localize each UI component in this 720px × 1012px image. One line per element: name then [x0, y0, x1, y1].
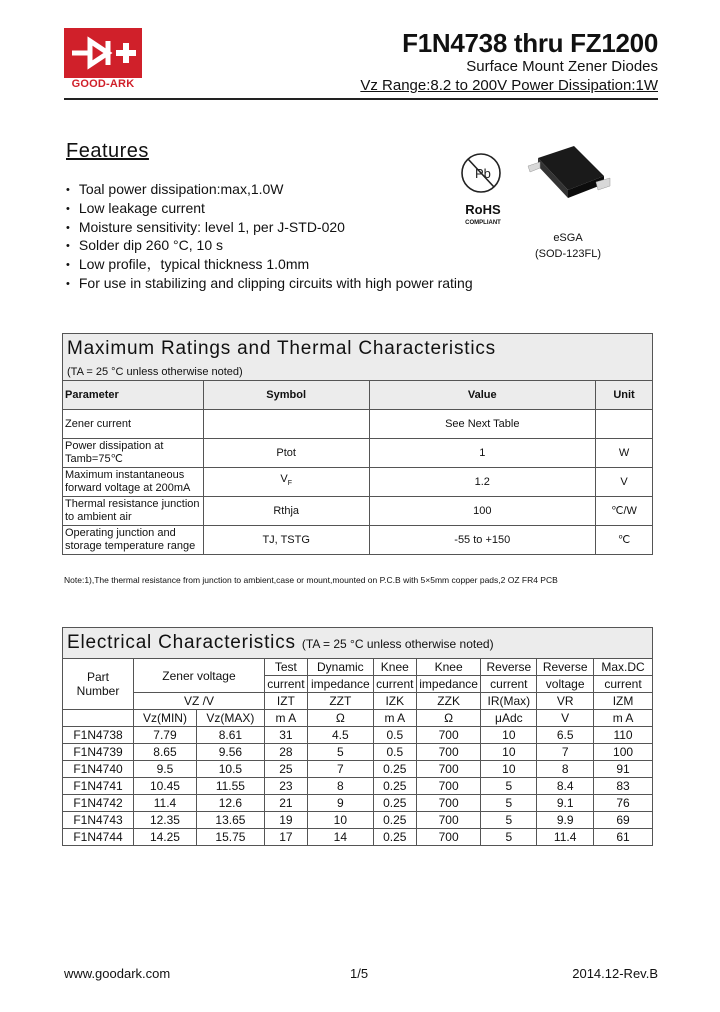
symbol-cell: Ptot [203, 439, 369, 468]
header-vr: VR [537, 693, 594, 710]
thermal-note: Note:1),The thermal resistance from junction to ambient,case or mount,mounted on P.C.B with 5×5mm copper pads,2 OZ FR4 PCB [64, 575, 558, 585]
part-number-cell: F1N4744 [63, 829, 134, 846]
zzt-cell: 10 [307, 812, 373, 829]
izt-cell: 25 [264, 761, 307, 778]
zzk-cell: 700 [416, 795, 481, 812]
feature-item: • Moisture sensitivity: level 1, per J-STD-020 [66, 219, 473, 238]
table-row [63, 468, 653, 497]
zzt-cell: 7 [307, 761, 373, 778]
part-number-cell: F1N4741 [63, 778, 134, 795]
unit-izt: m A [264, 710, 307, 727]
table-row [63, 410, 653, 439]
part-number-cell: F1N4738 [63, 727, 134, 744]
vr-cell: 6.5 [537, 727, 594, 744]
header-reverse: Reverse [481, 659, 537, 676]
izm-cell: 110 [594, 727, 653, 744]
header-vz-max: Vz(MAX) [196, 710, 264, 727]
vr-cell: 8 [537, 761, 594, 778]
zzt-cell: 14 [307, 829, 373, 846]
header-parameter: Parameter [63, 381, 204, 410]
ir-cell: 5 [481, 812, 537, 829]
vz-max-cell: 8.61 [196, 727, 264, 744]
header-part-number: Part Number [63, 659, 134, 710]
header-izm: IZM [594, 693, 653, 710]
vr-cell: 7 [537, 744, 594, 761]
vr-cell: 11.4 [537, 829, 594, 846]
zzk-cell: 700 [416, 812, 481, 829]
feature-item: • Solder dip 260 °C, 10 s [66, 237, 473, 256]
part-number-cell: F1N4739 [63, 744, 134, 761]
header-knee: Knee [373, 659, 416, 676]
feature-item: • Toal power dissipation:max,1.0W [66, 181, 473, 200]
ir-cell: 5 [481, 795, 537, 812]
value-cell: 100 [369, 497, 596, 526]
izm-cell: 91 [594, 761, 653, 778]
symbol-cell [203, 410, 369, 439]
vz-min-cell: 9.5 [134, 761, 197, 778]
izk-cell: 0.25 [373, 812, 416, 829]
header-ir: IR(Max) [481, 693, 537, 710]
vz-min-cell: 14.25 [134, 829, 197, 846]
zzk-cell: 700 [416, 829, 481, 846]
header-knee: Knee [416, 659, 481, 676]
logo-text: GOOD-ARK [71, 78, 135, 90]
part-number-cell: F1N4743 [63, 812, 134, 829]
features-list [66, 181, 473, 294]
rohs-label: RoHS [465, 202, 501, 217]
package-image [518, 138, 618, 208]
header-value: Value [369, 381, 596, 410]
izk-cell: 0.5 [373, 727, 416, 744]
table-row [63, 761, 653, 778]
table-row [63, 727, 653, 744]
table-row [63, 526, 653, 555]
param-cell: Zener current [63, 410, 204, 439]
document-title: F1N4738 thru FZ1200 [402, 28, 658, 58]
vz-max-cell: 13.65 [196, 812, 264, 829]
izk-cell: 0.25 [373, 795, 416, 812]
param-cell: Thermal resistance junction to ambient air [63, 497, 204, 526]
header-current: current [373, 676, 416, 693]
unit-cell: ℃/W [596, 497, 653, 526]
max-ratings-table [62, 333, 653, 555]
ir-cell: 5 [481, 778, 537, 795]
vz-min-cell: 11.4 [134, 795, 197, 812]
header-current: current [594, 676, 653, 693]
vr-cell: 9.1 [537, 795, 594, 812]
header-zzk: ZZK [416, 693, 481, 710]
feature-item: • Low profile，typical thickness 1.0mm [66, 256, 473, 275]
pb-free-icon [458, 150, 504, 196]
unit-cell: ℃ [596, 526, 653, 555]
electrical-title: Electrical Characteristics [67, 632, 296, 653]
good-ark-logo [64, 28, 142, 78]
izk-cell: 0.25 [373, 761, 416, 778]
value-cell: -55 to +150 [369, 526, 596, 555]
vz-max-cell: 12.6 [196, 795, 264, 812]
header-max-dc: Max.DC [594, 659, 653, 676]
zzt-cell: 4.5 [307, 727, 373, 744]
unit-izk: m A [373, 710, 416, 727]
header-dynamic: Dynamic [307, 659, 373, 676]
izt-cell: 19 [264, 812, 307, 829]
ir-cell: 10 [481, 744, 537, 761]
electrical-title-row [63, 628, 653, 659]
table-row [63, 439, 653, 468]
table-row [63, 812, 653, 829]
header-vz-symbol: VZ /V [134, 693, 265, 710]
value-cell: 1 [369, 439, 596, 468]
izm-cell: 61 [594, 829, 653, 846]
table-row [63, 829, 653, 846]
part-number-cell: F1N4742 [63, 795, 134, 812]
ir-cell: 10 [481, 761, 537, 778]
izk-cell: 0.25 [373, 829, 416, 846]
feature-item: • Low leakage current [66, 200, 473, 219]
vz-min-cell: 8.65 [134, 744, 197, 761]
unit-izm: m A [594, 710, 653, 727]
vz-max-cell: 10.5 [196, 761, 264, 778]
header-unit: Unit [596, 381, 653, 410]
zzt-cell: 5 [307, 744, 373, 761]
package-code: (SOD-123FL) [534, 248, 602, 260]
unit-zzk: Ω [416, 710, 481, 727]
zzk-cell: 700 [416, 744, 481, 761]
izt-cell: 23 [264, 778, 307, 795]
header-impedance: impedance [416, 676, 481, 693]
feature-item: • For use in stabilizing and clipping circuits with high power rating [66, 275, 473, 294]
header-zzt: ZZT [307, 693, 373, 710]
value-cell: 1.2 [369, 468, 596, 497]
header-vz-min: Vz(MIN) [134, 710, 197, 727]
unit-ir: μAdc [481, 710, 537, 727]
zzk-cell: 700 [416, 761, 481, 778]
symbol-cell: TJ, TSTG [203, 526, 369, 555]
header-current: current [481, 676, 537, 693]
unit-cell [596, 410, 653, 439]
vz-max-cell: 11.55 [196, 778, 264, 795]
electrical-rows [63, 727, 653, 846]
izm-cell: 76 [594, 795, 653, 812]
footer-website: www.goodark.com [64, 966, 171, 981]
izt-cell: 31 [264, 727, 307, 744]
document-subtitle: Surface Mount Zener Diodes [466, 58, 658, 75]
ir-cell: 5 [481, 829, 537, 846]
header-izt: IZT [264, 693, 307, 710]
izt-cell: 28 [264, 744, 307, 761]
zzt-cell: 8 [307, 778, 373, 795]
izm-cell: 83 [594, 778, 653, 795]
ir-cell: 10 [481, 727, 537, 744]
header-divider [64, 98, 658, 100]
vr-cell: 8.4 [537, 778, 594, 795]
electrical-conditions: (TA = 25 °C unless otherwise noted) [301, 637, 494, 651]
param-cell: Power dissipation at Tamb=75℃ [63, 439, 204, 468]
unit-cell: V [596, 468, 653, 497]
footer-revision: 2014.12-Rev.B [572, 966, 658, 981]
symbol-cell: Rthja [203, 497, 369, 526]
vr-cell: 9.9 [537, 812, 594, 829]
table-row [63, 744, 653, 761]
header-reverse: Reverse [537, 659, 594, 676]
header-voltage: voltage [537, 676, 594, 693]
izm-cell: 69 [594, 812, 653, 829]
pb-mark: Pb [475, 166, 491, 181]
footer-page-number: 1/5 [350, 966, 369, 981]
izt-cell: 17 [264, 829, 307, 846]
features-heading: Features [66, 140, 149, 162]
part-number-cell: F1N4740 [63, 761, 134, 778]
symbol-main: V [280, 473, 288, 486]
symbol-cell [203, 468, 369, 497]
max-ratings-conditions: (TA = 25 °C unless otherwise noted) [63, 364, 653, 381]
vz-min-cell: 7.79 [134, 727, 197, 744]
header-izk: IZK [373, 693, 416, 710]
symbol-subscript: F [287, 480, 292, 488]
izk-cell: 0.25 [373, 778, 416, 795]
header-impedance: impedance [307, 676, 373, 693]
header-test: Test [264, 659, 307, 676]
header-symbol: Symbol [203, 381, 369, 410]
voltage-range: Vz Range:8.2 to 200V Power Dissipation:1W [360, 77, 658, 94]
header-current: current [264, 676, 307, 693]
table-row [63, 778, 653, 795]
unit-vr: V [537, 710, 594, 727]
vz-max-cell: 9.56 [196, 744, 264, 761]
param-cell: Maximum instantaneous forward voltage at 200mA [63, 468, 204, 497]
zzk-cell: 700 [416, 778, 481, 795]
vz-min-cell: 10.45 [134, 778, 197, 795]
package-name: eSGA [553, 232, 583, 244]
header-blank [63, 710, 134, 727]
zzk-cell: 700 [416, 727, 481, 744]
izm-cell: 100 [594, 744, 653, 761]
header-zener-voltage: Zener voltage [134, 659, 265, 693]
table-row [63, 497, 653, 526]
rohs-compliant: COMPLIANT [465, 220, 501, 226]
electrical-table [62, 627, 653, 846]
zzt-cell: 9 [307, 795, 373, 812]
param-cell: Operating junction and storage temperature range [63, 526, 204, 555]
izk-cell: 0.5 [373, 744, 416, 761]
unit-zzt: Ω [307, 710, 373, 727]
izt-cell: 21 [264, 795, 307, 812]
vz-max-cell: 15.75 [196, 829, 264, 846]
value-cell: See Next Table [369, 410, 596, 439]
max-ratings-title: Maximum Ratings and Thermal Characteristics [63, 334, 653, 365]
unit-cell: W [596, 439, 653, 468]
table-row [63, 795, 653, 812]
vz-min-cell: 12.35 [134, 812, 197, 829]
